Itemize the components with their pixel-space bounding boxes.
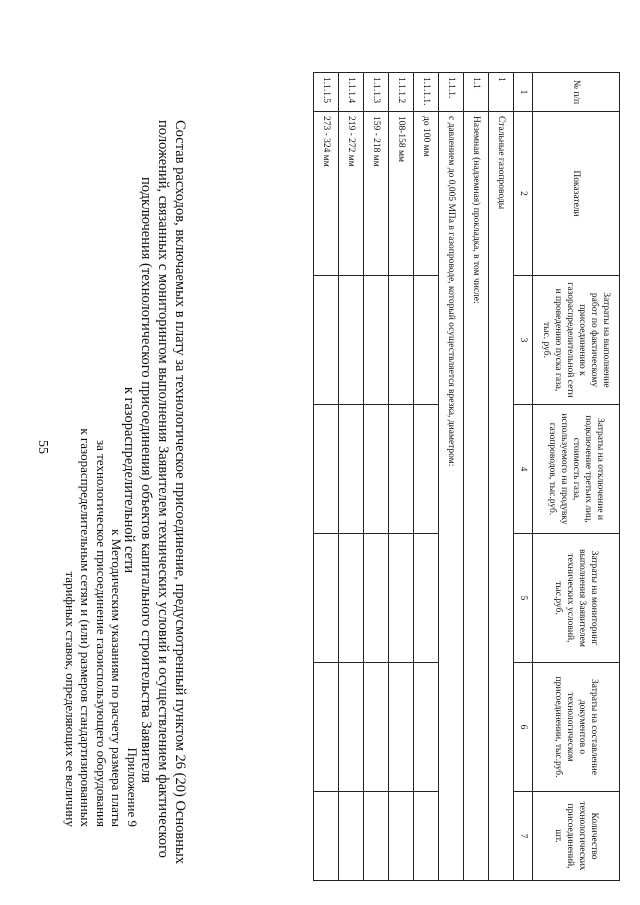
heading-line: положений, связанных с мониторингом выполнения Заявителем технических условий и осуществлением фактического: [155, 120, 171, 858]
table-row: [314, 73, 339, 881]
empty-cell: [314, 534, 339, 663]
table-row: [464, 73, 489, 881]
heading-line: подключения (технологического присоединения) объектов капитального строительства Заявителя: [138, 176, 154, 784]
empty-cell: [389, 792, 414, 881]
row-number: 1.1.1.5: [314, 73, 339, 112]
empty-cell: [414, 534, 439, 663]
header-cell: Затраты на мониторинг выполнения Заявителем технических условий, тыс.руб.: [533, 534, 620, 663]
empty-cell: [339, 792, 364, 881]
row-label: Стальные газопроводы: [489, 112, 514, 881]
header-cell: Затраты на составление документов о технологическом присоединении, тыс.руб.: [533, 663, 620, 792]
column-number-row: [514, 73, 533, 881]
appendix-line: тарифных ставок, определяющих ее величину: [63, 571, 78, 827]
empty-cell: [414, 663, 439, 792]
row-label: с давлением до 0,005 МПа в газопроводе, который осуществляется врезка, диаметром:: [439, 112, 464, 881]
row-number: 1.1.1.4: [339, 73, 364, 112]
row-number: 1.1.1.1.: [414, 73, 439, 112]
empty-cell: [414, 276, 439, 405]
row-label: Наземная (надземная) прокладка, в том числе:: [464, 112, 489, 881]
empty-cell: [364, 534, 389, 663]
empty-cell: [339, 405, 364, 534]
table-header-row: [533, 73, 620, 881]
empty-cell: [389, 405, 414, 534]
column-number: 3: [514, 276, 533, 405]
row-label: 108-158 мм: [389, 112, 414, 276]
row-label: до 100 мм: [414, 112, 439, 276]
empty-cell: [339, 534, 364, 663]
document-heading: [120, 120, 188, 864]
empty-cell: [314, 792, 339, 881]
row-number: 1.1.1.: [439, 73, 464, 112]
empty-cell: [364, 276, 389, 405]
column-number: 5: [514, 534, 533, 663]
header-cell: Показатели: [533, 112, 620, 276]
header-cell: Затраты на отключение и подключение третьих лиц, стоимость газа, используемого на продувку газопроводов, тыс.руб.: [533, 405, 620, 534]
table-body: [314, 73, 514, 881]
column-number: 1: [514, 73, 533, 112]
table-row: [439, 73, 464, 881]
page-number: 55: [35, 440, 50, 454]
table-row: [339, 73, 364, 881]
row-label: 219 - 272 мм: [339, 112, 364, 276]
empty-cell: [314, 663, 339, 792]
appendix-line: к Методическим указаниям по расчету размера платы: [109, 529, 125, 827]
header-cell: Количество технологических присоединений, шт.: [533, 792, 620, 881]
empty-cell: [339, 663, 364, 792]
row-number: 1: [489, 73, 514, 112]
heading-line: Состав расходов, включаемых в плату за технологическое присоединение, предусмотренный пунктом 26 (20) Основных: [172, 120, 188, 864]
empty-cell: [364, 663, 389, 792]
empty-cell: [364, 405, 389, 534]
empty-cell: [364, 792, 389, 881]
row-number: 1.1: [464, 73, 489, 112]
row-number: 1.1.1.2: [389, 73, 414, 112]
empty-cell: [339, 276, 364, 405]
column-number: 6: [514, 663, 533, 792]
header-cell: № п/п: [533, 73, 620, 112]
table-row: [414, 73, 439, 881]
header-cell: Затраты на выполнение работ по фактическому присоединению к газораспределительной сети и проведению пуска газа, тыс. руб.: [533, 276, 620, 405]
empty-cell: [414, 792, 439, 881]
empty-cell: [389, 534, 414, 663]
row-label: 159 - 218 мм: [364, 112, 389, 276]
appendix-line: за технологическое присоединение газоиспользующего оборудования: [94, 440, 109, 827]
appendix-line: к газораспределительным сетям и (или) размеров стандартизированных: [78, 428, 94, 827]
table-row: [364, 73, 389, 881]
row-label: 273 - 324 мм: [314, 112, 339, 276]
appendix-line: Приложение 9: [125, 747, 140, 827]
empty-cell: [414, 405, 439, 534]
column-number: 2: [514, 112, 533, 276]
table-row: [389, 73, 414, 881]
cost-table: [313, 72, 620, 881]
column-number: 4: [514, 405, 533, 534]
empty-cell: [389, 663, 414, 792]
empty-cell: [314, 276, 339, 405]
row-number: 1.1.1.3: [364, 73, 389, 112]
column-number: 7: [514, 792, 533, 881]
empty-cell: [314, 405, 339, 534]
empty-cell: [389, 276, 414, 405]
heading-line: к газораспределительной сети: [121, 386, 137, 574]
table-row: [489, 73, 514, 881]
